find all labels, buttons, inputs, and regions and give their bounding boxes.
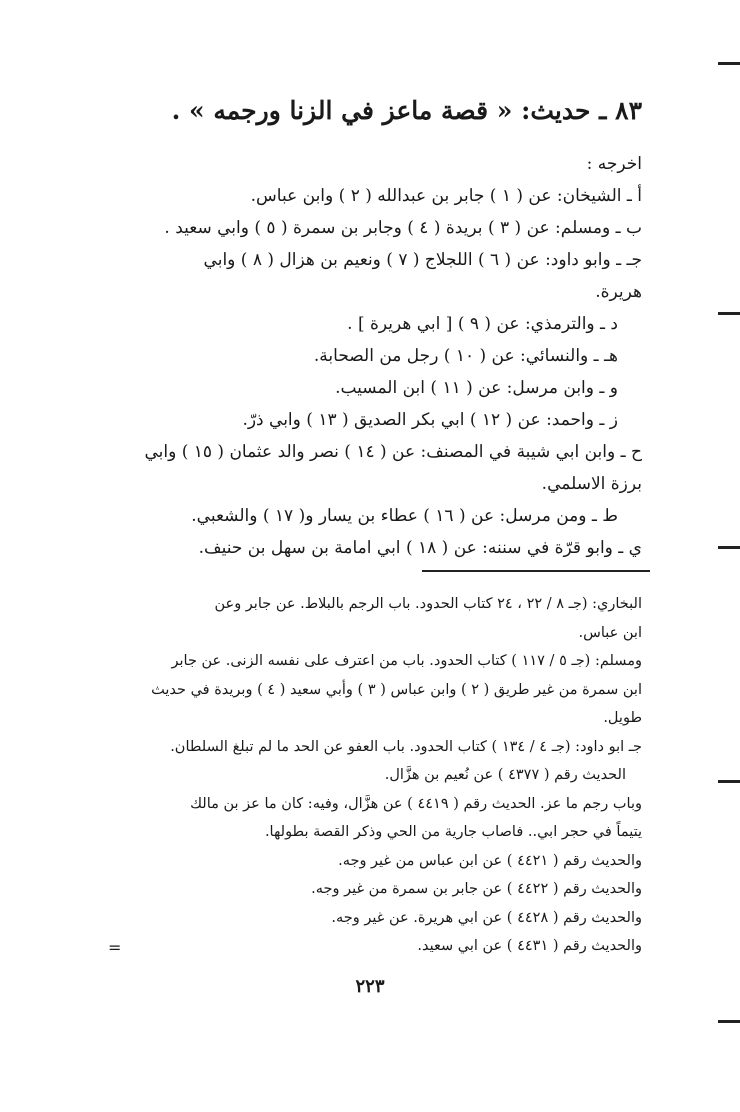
takhrij-line: ز ـ واحمد: عن ( ١٢ ) ابي بكر الصديق ( ١٣ ) وابي ذرّ. [242,410,618,430]
page-edge-mark [718,546,740,549]
footnote-line: وباب رجم ما عز. الحديث رقم ( ٤٤١٩ ) عن هزَّال، وفيه: كان ما عز بن مالك [190,795,642,812]
footnote-line: ابن عباس. [578,624,642,641]
page-edge-mark [718,62,740,65]
footnote-line: طويل. [603,710,642,726]
takhrij-line: ي ـ وابو قرّة في سننه: عن ( ١٨ ) ابي امامة بن سهل بن حنيف. [198,538,642,558]
takhrij-line: هـ ـ والنسائي: عن ( ١٠ ) رجل من الصحابة. [313,346,618,366]
takhrij-line: برزة الاسلمي. [541,474,642,494]
hadith-title: ٨٣ ـ حديث: « قصة ماعز في الزنا ورجمه » . [171,96,642,125]
takhrij-line: ب ـ ومسلم: عن ( ٣ ) بريدة ( ٤ ) وجابر بن سمرة ( ٥ ) وابي سعيد . [164,218,642,238]
takhrij-line: د ـ والترمذي: عن ( ٩ ) [ ابي هريرة ] . [347,314,618,334]
page-number: ٢٢٣ [355,976,385,997]
continuation-mark: = [108,938,122,957]
takhrij-line: و ـ وابن مرسل: عن ( ١١ ) ابن المسيب. [335,378,618,398]
footnote-line: البخاري: (جـ ٨ / ٢٢ ، ٢٤ كتاب الحدود. باب الرجم بالبلاط. عن جابر وعن [214,596,642,612]
footnote-line: جـ ابو داود: (جـ ٤ / ١٣٤ ) كتاب الحدود. باب العفو عن الحد ما لم تبلغ السلطان. [170,738,642,755]
footnote-line: الحديث رقم ( ٤٣٧٧ ) عن نُعيم بن هزَّال. [384,767,626,783]
main-text [82,148,642,564]
takhrij-line: ط ـ ومن مرسل: عن ( ١٦ ) عطاء بن يسار و( ١٧ ) والشعبي. [191,506,618,526]
page-edge-mark [718,1020,740,1023]
footnote-divider [422,570,650,572]
takhrij-line: أ ـ الشيخان: عن ( ١ ) جابر بن عبدالله ( ٢ ) وابن عباس. [250,186,642,206]
footnote-line: يتيماً في حجر ابي.. فاصاب جارية من الحي وذكر القصة بطولها. [264,824,642,840]
takhrij-line: جـ ـ وابو داود: عن ( ٦ ) اللجلاج ( ٧ ) ونعيم بن هزال ( ٨ ) وابي [203,250,642,270]
intro-line: اخرجه : [586,154,642,174]
footnote-line: والحديث رقم ( ٤٤٢٢ ) عن جابر بن سمرة من غير وجه. [311,881,642,897]
takhrij-line: هريرة. [595,282,642,302]
footnotes [97,590,642,961]
page-edge-mark [718,780,740,783]
footnote-line: والحديث رقم ( ٤٤٢١ ) عن ابن عباس من غير وجه. [338,852,642,869]
footnote-line: والحديث رقم ( ٤٤٢٨ ) عن ابي هريرة. عن غير وجه. [331,909,642,926]
footnote-line: ومسلم: (جـ ٥ / ١١٧ ) كتاب الحدود. باب من اعترف على نفسه الزنى. عن جابر [171,653,642,669]
footnote-line: والحديث رقم ( ٤٤٣١ ) عن ابي سعيد. [417,938,642,954]
footnote-line: ابن سمرة من غير طريق ( ٢ ) وابن عباس ( ٣ ) وأبي سعيد ( ٤ ) وبريدة في حديث [151,681,642,698]
takhrij-line: ح ـ وابن ابي شيبة في المصنف: عن ( ١٤ ) نصر والد عثمان ( ١٥ ) وابي [144,442,642,462]
page-edge-mark [718,312,740,315]
